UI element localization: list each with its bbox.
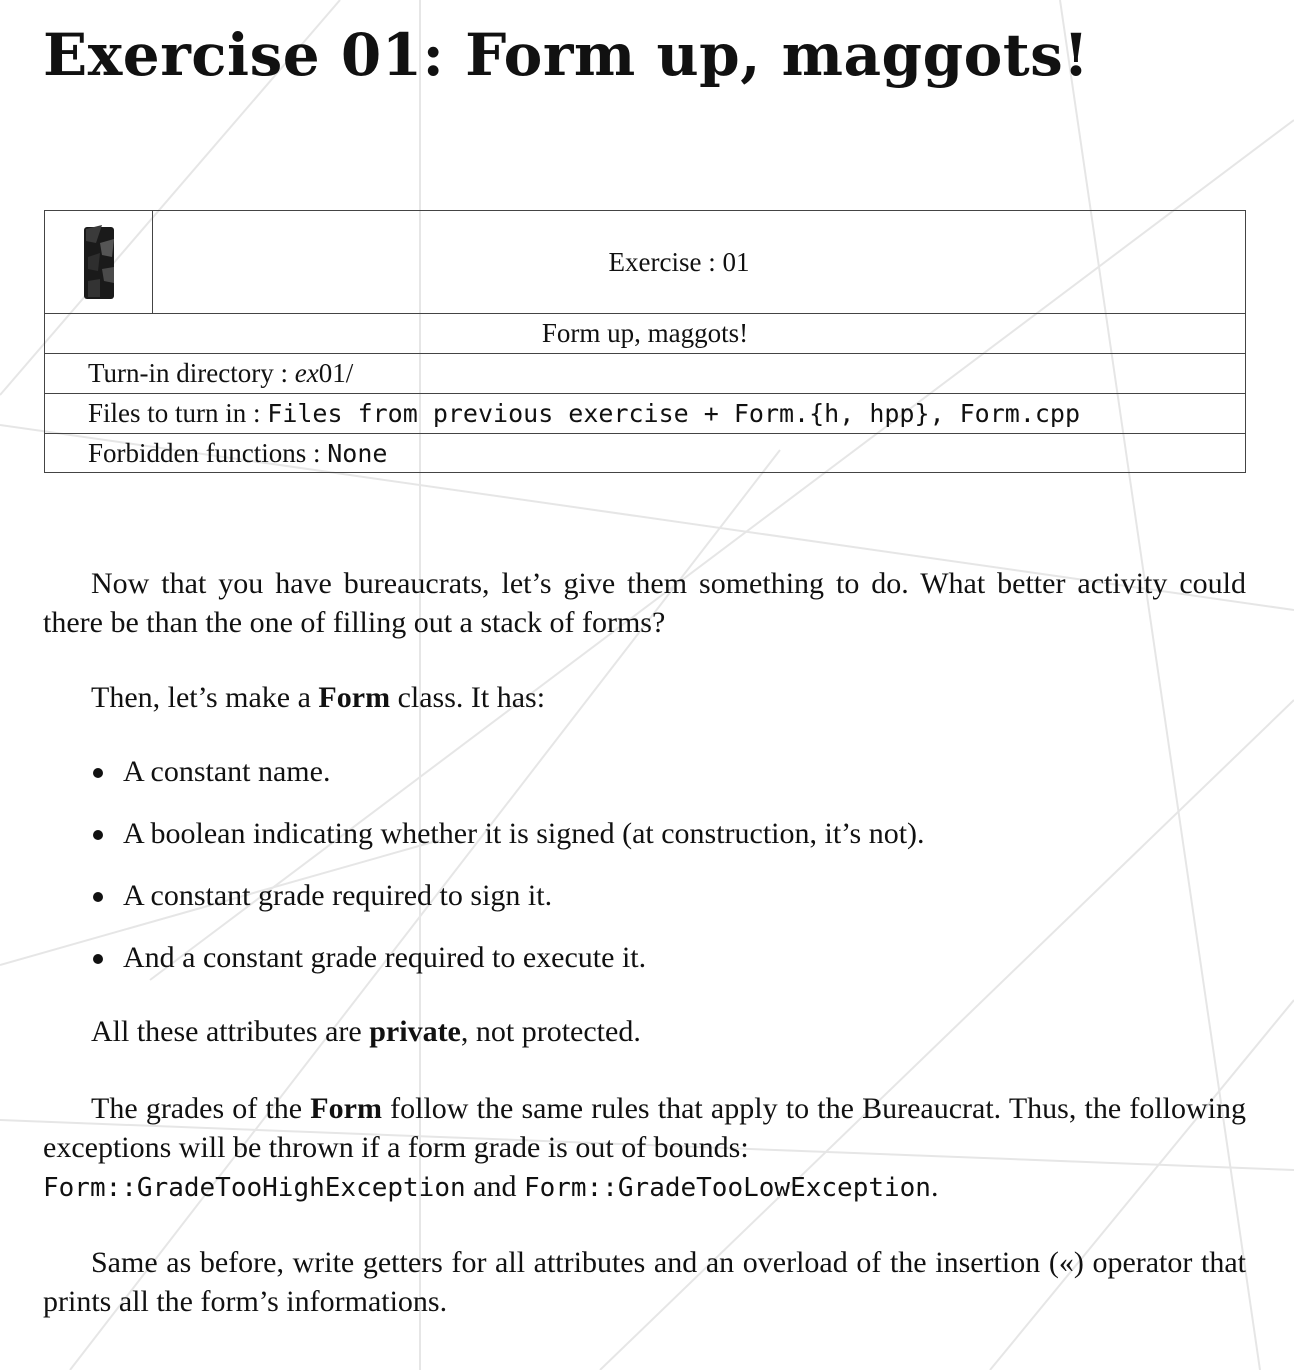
exception-end: . [930, 1170, 939, 1203]
list-item: A constant grade required to sign it. [43, 876, 925, 938]
files-value: Files from previous exercise + Form.{h, hpp}, Form.cpp [267, 399, 1081, 428]
forbidden-label: Forbidden functions : [88, 438, 328, 468]
attribute-list [43, 752, 925, 1000]
grades-prefix: The grades of the [91, 1092, 311, 1125]
grades-suffix: follow the same rules that apply to the Bureaucrat. Thus, the following exceptions will be thrown if a form grade is out of bounds: [43, 1092, 1246, 1164]
school-logo-icon [82, 223, 116, 301]
attr-prefix: All these attributes are [91, 1015, 370, 1048]
exercise-number-row [45, 211, 1246, 314]
exception-and: and [465, 1170, 524, 1203]
forbidden-functions-row [45, 434, 1246, 473]
list-item: A boolean indicating whether it is signed (at construction, it’s not). [43, 814, 925, 876]
form-class-paragraph [43, 678, 1246, 717]
page-title: Exercise 01: Form up, maggots! [43, 21, 1090, 89]
turn-in-label: Turn-in directory : [88, 358, 295, 388]
private-bold: private [369, 1015, 461, 1048]
files-label: Files to turn in : [88, 398, 268, 428]
forbidden-value: None [327, 439, 388, 468]
turn-in-directory-row [45, 354, 1246, 394]
exercise-number: Exercise : 01 [608, 246, 750, 277]
list-item: And a constant grade required to execute it. [43, 938, 925, 1000]
private-paragraph [43, 1012, 1246, 1051]
exception-high: Form::GradeTooHighException [43, 1173, 466, 1203]
turn-in-prefix: ex [294, 358, 319, 388]
turn-in-suffix: 01/ [318, 358, 354, 388]
form-bold: Form [318, 681, 391, 714]
list-item: A constant name. [43, 752, 925, 814]
then-prefix: Then, let’s make a [91, 681, 319, 714]
logo-cell [45, 211, 153, 313]
getters-paragraph: Same as before, write getters for all attributes and an overload of the insertion («) operator that prints all the form’s informations. [43, 1246, 1246, 1318]
intro-paragraph: Now that you have bureaucrats, let’s give them something to do. What better activity could there be than the one of filling out a stack of forms? [43, 567, 1246, 639]
files-row [45, 394, 1246, 434]
exercise-header-table [44, 210, 1246, 473]
form-bold-2: Form [310, 1092, 382, 1125]
attr-suffix: , not protected. [460, 1015, 641, 1048]
exception-low: Form::GradeTooLowException [523, 1173, 931, 1203]
then-suffix: class. It has: [390, 681, 546, 714]
grades-paragraph [43, 1089, 1246, 1208]
exercise-name: Form up, maggots! [45, 314, 1246, 354]
